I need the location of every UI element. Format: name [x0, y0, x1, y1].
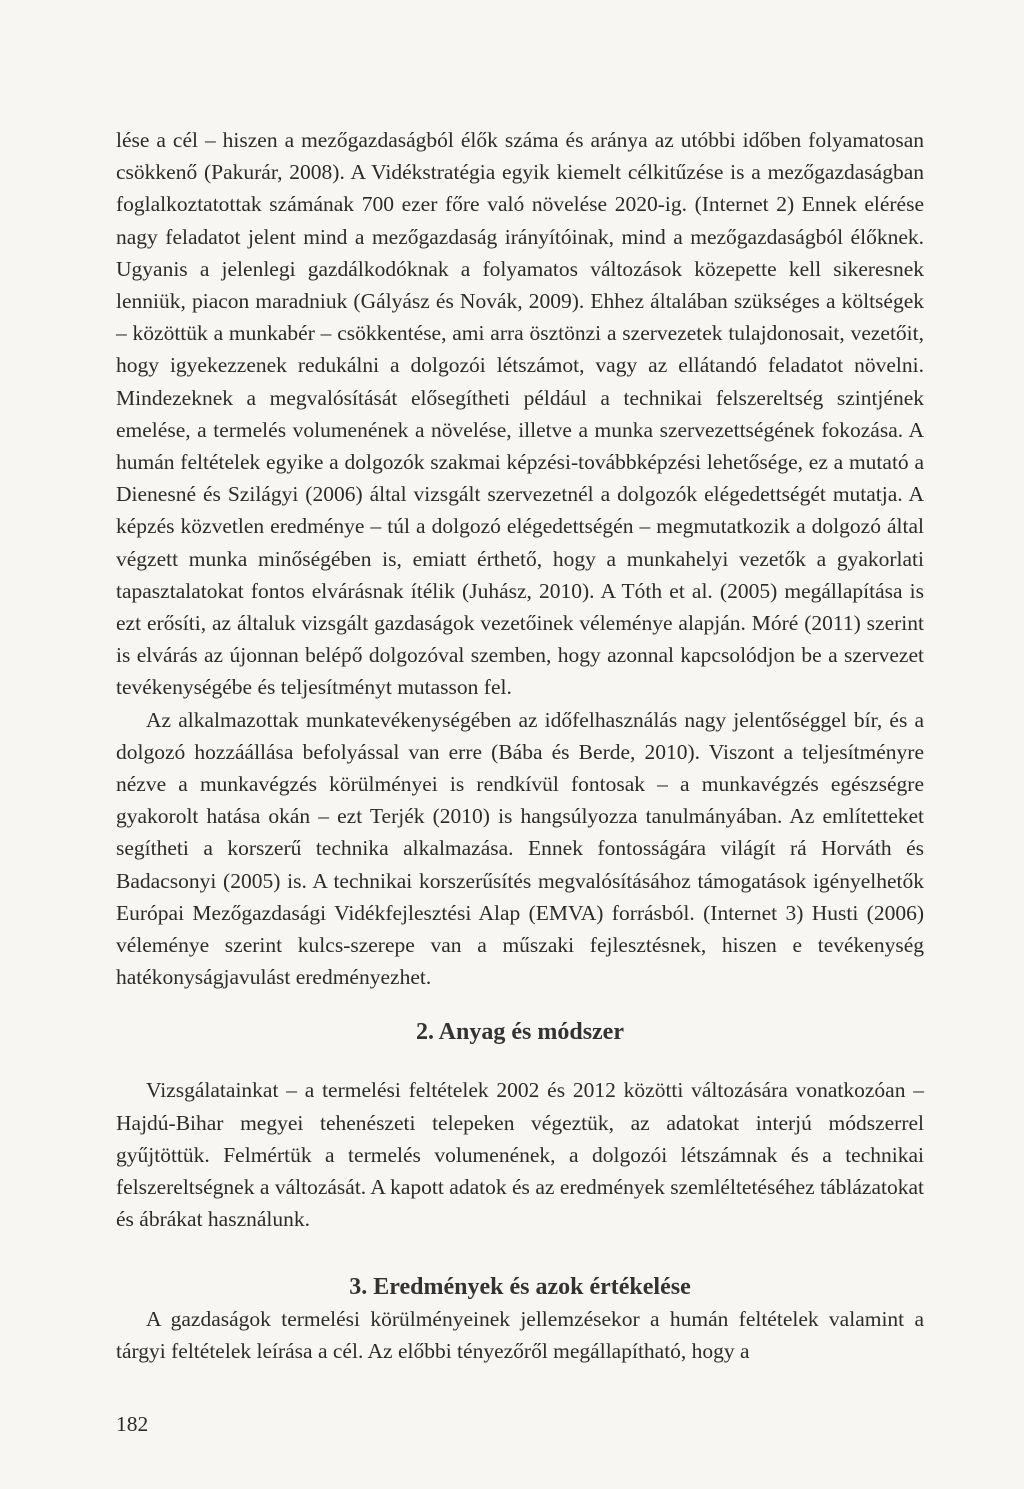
paragraph-continuation: lése a cél – hiszen a mezőgazdaságból élők száma és aránya az utóbbi időben folyamatosan csökkenő (Pakurár, 2008). A Vidékstratégia egyik kiemelt célkitűzése is a mezőgazdaságban foglalkoztatottak számának 700 ezer főre való növelése 2020-ig. (Internet 2) Ennek elérése nagy feladatot jelent mind a mezőgazdaság irányítóinak, mind a mezőgazdaságból élőknek. Ugyanis a jelenlegi gazdálkodóknak a folyamatos változások közepette kell sikeresnek lenniük, piacon maradniuk (Gályász és Novák, 2009). Ehhez általában szükséges a költségek – közöttük a munkabér – csökkentése, ami arra ösztönzi a szervezetek tulajdonosait, vezetőit, hogy igyekezzenek redukálni a dolgozói létszámot, vagy az ellátandó feladatot növelni. Mindezeknek a megvalósítását elősegítheti például a technikai felszereltség szintjének emelése, a termelés volumenének a növelése, illetve a munka szervezettségének fokozása. A humán feltételek egyike a dolgozók szakmai képzési-továbbképzési lehetősége, ez a mutató a Dienesné és Szilágyi (2006) által vizsgált szervezetnél a dolgozók elégedettségét mutatja. A képzés közvetlen eredménye – túl a dolgozó elégedettségén – megmutatkozik a dolgozó által végzett munka minőségében is, emiatt érthető, hogy a munkahelyi vezetők a gyakorlati tapasztalatokat fontos elvárásnak ítélik (Juhász, 2010). A Tóth et al. (2005) megállapítása is ezt erősíti, az általuk vizsgált gazdaságok vezetőinek véleménye alapján. Móré (2011) szerint is elvárás az újonnan belépő dolgozóval szemben, hogy azonnal kapcsolódjon be a szervezet tevékenységébe és teljesítményt mutasson fel. [116, 128, 924, 700]
page-content [116, 124, 924, 1367]
section-heading-results: 3. Eredmények és azok értékelése [349, 1273, 691, 1300]
paragraph-time-usage: Az alkalmazottak munkatevékenységében az időfelhasználás nagy jelentőséggel bír, és a dolgozó hozzáállása befolyással van erre (Bába és Berde, 2010). Viszont a teljesítményre nézve a munkavégzés körülményei is rendkívül fontosak – a munkavégzés egészségre gyakorolt hatása okán – ezt Terjék (2010) is hangsúlyozza tanulmányában. Az említetteket segítheti a korszerű technika alkalmazása. Ennek fontosságára világít rá Horváth és Badacsonyi (2005) is. A technikai korszerűsítés megvalósításához támogatások igényelhetők Európai Mezőgazdasági Vidékfejlesztési Alap (EMVA) forrásból. (Internet 3) Husti (2006) véleménye szerint kulcs-szerepe van a műszaki fejlesztésnek, hiszen e tevékenység hatékonyságjavulást eredményezhet. [116, 707, 924, 990]
paragraph-results: A gazdaságok termelési körülményeinek jellemzésekor a humán feltételek valamint a tárgyi feltételek leírása a cél. Az előbbi tényezőről megállapítható, hogy a [116, 1306, 924, 1363]
section-heading-methods: 2. Anyag és módszer [416, 1019, 624, 1046]
paragraph-methods: Vizsgálatainkat – a termelési feltételek 2002 és 2012 közötti változására vonatkozóan – Hajdú-Bihar megyei tehenészeti telepeken végeztük, az adatokat interjú módszerrel gyűjtöttük. Felmértük a termelés volumenének, a dolgozói létszámnak és a technikai felszereltségnek a változását. A kapott adatok és az eredmények szemléltetéséhez táblázatokat és ábrákat használunk. [116, 1078, 924, 1232]
page-number: 182 [116, 1412, 149, 1436]
